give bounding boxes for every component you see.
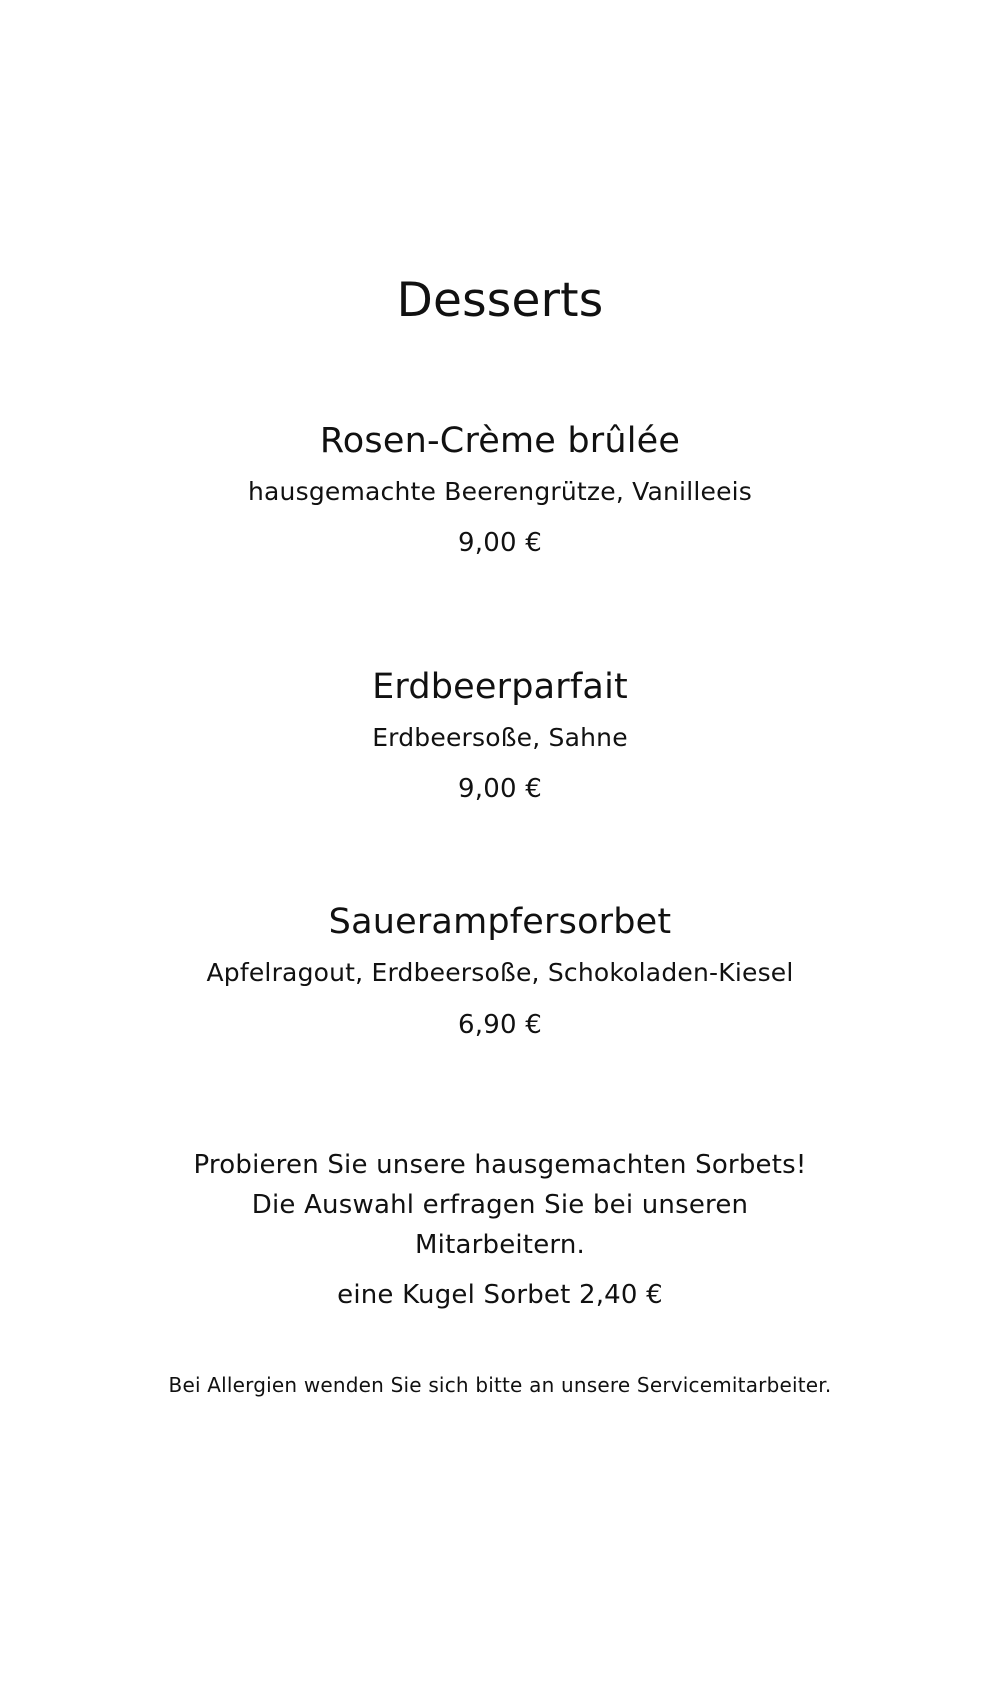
sorbet-note-line-1: Probieren Sie unsere hausgemachten Sorbets! bbox=[193, 1150, 807, 1180]
menu-item-price: 9,00 € bbox=[458, 528, 542, 558]
sorbet-note bbox=[0, 1145, 1000, 1265]
sorbet-scoop-price: eine Kugel Sorbet 2,40 € bbox=[337, 1280, 663, 1310]
menu-item-name: Erdbeerparfait bbox=[372, 667, 628, 707]
menu-item-name: Sauerampfersorbet bbox=[328, 902, 672, 942]
sorbet-note-line-3: Mitarbeitern. bbox=[415, 1230, 585, 1260]
menu-item-description: Erdbeersoße, Sahne bbox=[372, 723, 628, 752]
menu-item-price: 6,90 € bbox=[458, 1010, 542, 1040]
menu-item-name: Rosen-Crème brûlée bbox=[319, 421, 681, 461]
menu-item-price: 9,00 € bbox=[458, 774, 542, 804]
sorbet-note-line-2: Die Auswahl erfragen Sie bei unseren bbox=[251, 1190, 749, 1220]
allergy-note: Bei Allergien wenden Sie sich bitte an unsere Servicemitarbeiter. bbox=[168, 1373, 832, 1397]
menu-item-description: Apfelragout, Erdbeersoße, Schokoladen-Kiesel bbox=[206, 958, 794, 987]
menu-title: Desserts bbox=[396, 273, 604, 328]
menu-item-description: hausgemachte Beerengrütze, Vanilleeis bbox=[247, 477, 753, 506]
